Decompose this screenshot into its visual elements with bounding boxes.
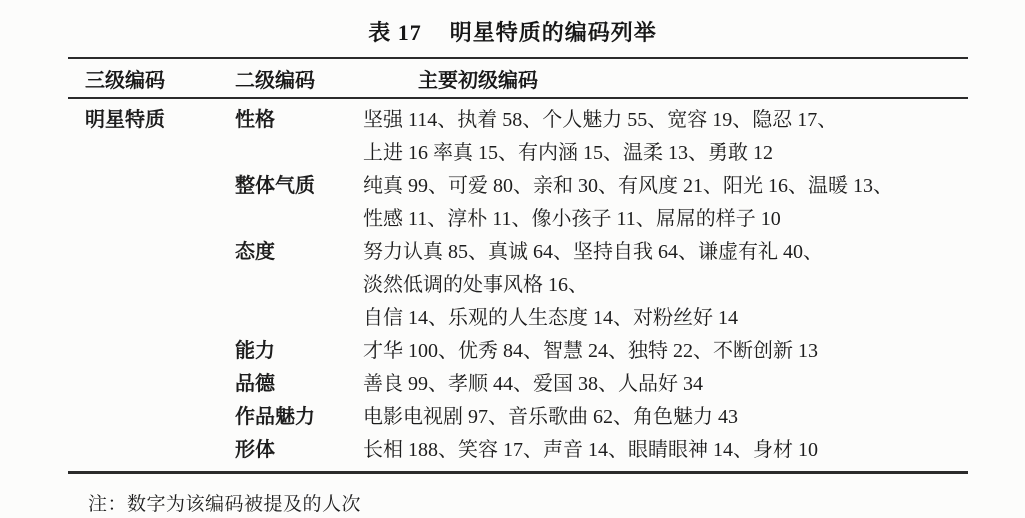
- code-line: 电影电视剧 97、音乐歌曲 62、角色魅力 43: [363, 406, 738, 428]
- primary-codes-cell: [363, 104, 968, 170]
- level3-cell: [68, 401, 233, 434]
- table-body: [68, 99, 968, 471]
- table-row: [68, 170, 968, 236]
- primary-codes-cell: [363, 335, 968, 368]
- table-note: 注：数字为该编码被提及的人次: [88, 494, 362, 515]
- level3-cell: [68, 170, 233, 236]
- primary-codes-cell: [363, 401, 968, 434]
- code-line: 上进 16 率真 15、有内涵 15、温柔 13、勇敢 12: [363, 142, 773, 164]
- primary-codes-cell: [363, 368, 968, 401]
- level2-cell: 态度: [235, 241, 275, 263]
- code-line: 自信 14、乐观的人生态度 14、对粉丝好 14: [363, 307, 738, 329]
- primary-codes-cell: [363, 236, 968, 335]
- level3-cell: [68, 335, 233, 368]
- primary-codes-cell: [363, 170, 968, 236]
- table-title: [0, 16, 1025, 47]
- code-line: 努力认真 85、真诚 64、坚持自我 64、谦虚有礼 40、: [363, 241, 823, 263]
- level3-cell: [68, 434, 233, 467]
- level3-cell: [68, 236, 233, 335]
- level3-cell: 明星特质: [85, 109, 165, 131]
- level2-cell: 性格: [235, 109, 275, 131]
- level2-cell: 形体: [235, 439, 275, 461]
- table-row: [68, 401, 968, 434]
- level2-cell: 整体气质: [235, 175, 315, 197]
- code-line: 纯真 99、可爱 80、亲和 30、有风度 21、阳光 16、温暖 13、: [363, 175, 893, 197]
- level2-cell: 品德: [235, 373, 275, 395]
- header-level2: 二级编码: [235, 69, 315, 92]
- table-caption: 明星特质的编码列举: [449, 20, 657, 45]
- table-row: [68, 434, 968, 467]
- code-line: 淡然低调的处事风格 16、: [363, 274, 588, 296]
- table-number: 表 17: [368, 20, 422, 45]
- table-row: [68, 236, 968, 335]
- header-primary: 主要初级编码: [418, 69, 538, 92]
- code-line: 善良 99、孝顺 44、爱国 38、人品好 34: [363, 373, 703, 395]
- primary-codes-cell: [363, 434, 968, 467]
- code-line: 坚强 114、执着 58、个人魅力 55、宽容 19、隐忍 17、: [363, 109, 838, 131]
- level2-cell: 作品魅力: [235, 406, 315, 428]
- level2-cell: 能力: [235, 340, 275, 362]
- code-line: 性感 11、淳朴 11、像小孩子 11、屌屌的样子 10: [363, 208, 781, 230]
- code-line: 才华 100、优秀 84、智慧 24、独特 22、不断创新 13: [363, 340, 818, 362]
- level3-cell: [68, 368, 233, 401]
- table-row: [68, 335, 968, 368]
- header-level3: 三级编码: [85, 69, 165, 92]
- table-row: [68, 104, 968, 170]
- coding-table: [68, 57, 968, 474]
- table-row: [68, 368, 968, 401]
- code-line: 长相 188、笑容 17、声音 14、眼睛眼神 14、身材 10: [363, 439, 818, 461]
- table-header-row: [68, 59, 968, 99]
